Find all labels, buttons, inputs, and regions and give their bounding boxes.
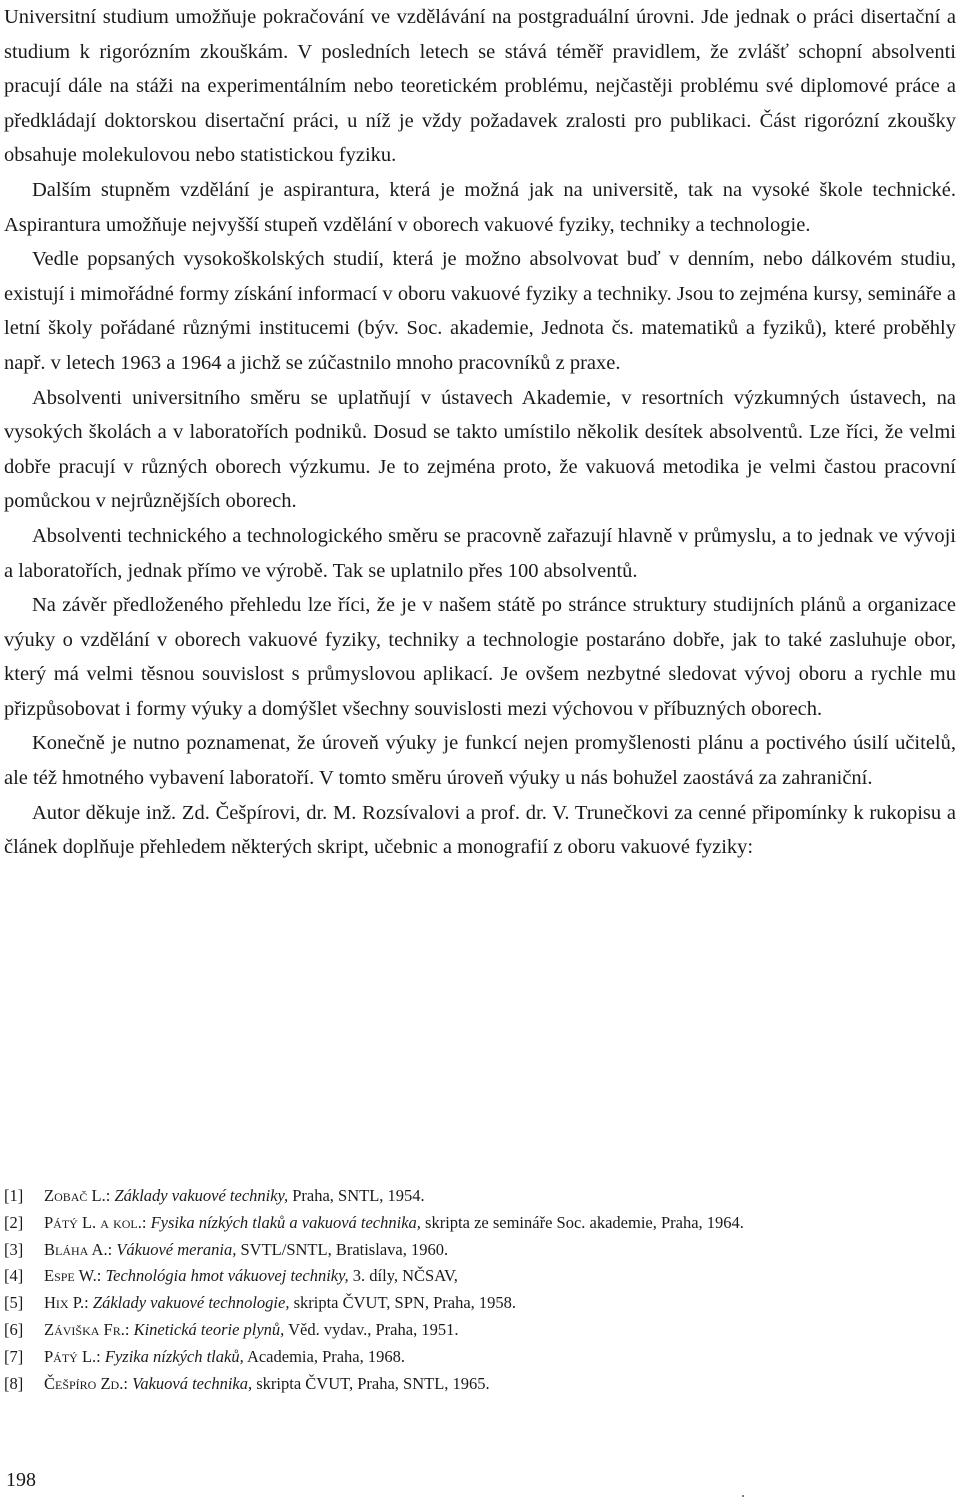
paragraph-university-graduates: Absolventi universitního směru se uplatňují v ústavech Akademie, v resortních výzkumných ústavech, na vysokých školách a v laboratořích podniků. Dosud se takto umístilo několik desítek absolventů. Lze říci, že velmi dobře pracují v různých oborech výzkumu. Je to zejména proto, že vakuová metodika je velmi častou pracovní pomůckou v nejrůznějších oborech. (4, 386, 956, 513)
paragraph-acknowledgement: Autor děkuje inž. Zd. Češpírovi, dr. M. Rozsívalovi a prof. dr. V. Trunečkovi za cenné připomínky k rukopisu a článek doplňuje přehledem některých skript, učebnic a monografií z oboru vakuové fyziky: (4, 801, 956, 859)
article-body (4, 0, 956, 865)
reference-publication: Věd. vydav., Praha, 1951. (288, 1319, 459, 1339)
paragraph-technical-graduates: Absolventi technického a technologického směru se pracovně zařazují hlavně v průmyslu, a to jednak ve vývoji a laboratořích, jednak přímo ve výrobě. Tak se uplatnilo přes 100 absolventů. (4, 524, 956, 582)
reference-item (4, 1290, 956, 1317)
reference-number: [7] (4, 1346, 24, 1366)
reference-number: [2] (4, 1212, 24, 1232)
reference-item (4, 1183, 956, 1210)
paragraph-aspirantura: Dalším stupněm vzdělání je aspirantura, která je možná jak na universitě, tak na vysoké škole technické. Aspirantura umožňuje nejvyšší stupeň vzdělání v oborech vakuové fyziky, techniky a technologie. (4, 178, 956, 236)
reference-item (4, 1317, 956, 1344)
reference-publication: SVTL/SNTL, Bratislava, 1960. (240, 1239, 449, 1259)
reference-publication: 3. díly, NČSAV, (352, 1266, 458, 1286)
reference-author: Záviška Fr.: (44, 1319, 130, 1339)
reference-title: Fyzika nízkých tlaků, (104, 1346, 244, 1366)
scan-speck (742, 1495, 744, 1497)
paragraph-teaching-level: Konečně je nutno poznamenat, že úroveň výuky je funkcí nejen promyšlenosti plánu a poctivého úsilí učitelů, ale též hmotného vybavení laboratoří. V tomto směru úroveň výuky u nás bohužel zaostává za zahraniční. (4, 732, 956, 790)
reference-title: Vákuové merania, (116, 1239, 237, 1259)
reference-number: [6] (4, 1319, 24, 1339)
reference-publication: Praha, SNTL, 1954. (292, 1186, 425, 1205)
reference-number: [3] (4, 1239, 24, 1259)
reference-publication: skripta ČVUT, SPN, Praha, 1958. (293, 1293, 517, 1313)
reference-author: Hix P.: (44, 1293, 89, 1313)
reference-title: Kinetická teorie plynů, (133, 1319, 285, 1339)
reference-item (4, 1210, 956, 1237)
reference-publication: Academia, Praha, 1968. (246, 1346, 406, 1366)
reference-item (4, 1237, 956, 1264)
reference-list (4, 1183, 956, 1397)
reference-publication: skripta ČVUT, Praha, SNTL, 1965. (256, 1373, 490, 1393)
reference-item (4, 1263, 956, 1290)
reference-author: Pátý L. a kol.: (44, 1212, 147, 1232)
reference-author: Espe W.: (44, 1266, 102, 1286)
reference-author: Češpíro Zd.: (44, 1373, 128, 1393)
reference-title: Vakuová technika, (132, 1373, 253, 1393)
reference-title: Základy vakuové techniky, (114, 1186, 289, 1205)
paragraph-postgraduate-study: Universitní studium umožňuje pokračování ve vzdělávání na postgraduální úrovni. Jde jednak o práci disertační a studium k rigorózním zkouškám. V posledních letech se stává téměř pravidlem, že zvlášť schopní absolventi pracují dále na stáži na experimentálním nebo teoretickém problému, nejčastěji problému své diplomové práce a předkládají doktorskou disertační práci, u níž je vždy požadavek zralosti pro publikaci. Část rigorózní zkoušky obsahuje molekulovou nebo statistickou fyziku. (4, 6, 956, 167)
page-number: 198 (6, 1469, 36, 1491)
reference-author: Zobač L.: (44, 1186, 111, 1205)
reference-number: [1] (4, 1186, 24, 1205)
reference-item (4, 1344, 956, 1371)
paragraph-conclusion: Na závěr předloženého přehledu lze říci, že je v našem státě po stránce struktury studijních plánů a organizace výuky o vzdělání v oborech vakuové fyziky, techniky a technologie postaráno dobře, jak to také zasluhuje obor, který má velmi těsnou souvislost s průmyslovou aplikací. Je ovšem nezbytné sledovat vývoj oboru a rychle mu přizpůsobovat i formy výuky a domýšlet všechny souvislosti mezi výchovou v příbuzných oborech. (4, 594, 956, 720)
paragraph-extraordinary-forms: Vedle popsaných vysokoškolských studií, která je možno absolvovat buď v denním, nebo dálkovém studiu, existují i mimořádné formy získání informací v oboru vakuové fyziky a techniky. Jsou to zejména kursy, semináře a letní školy pořádané různými institucemi (býv. Soc. akademie, Jednota čs. matematiků a fyziků), které proběhly např. v letech 1963 a 1964 a jichž se zúčastnilo mnoho pracovníků z praxe. (4, 248, 956, 374)
reference-number: [5] (4, 1293, 24, 1313)
reference-author: Bláha A.: (44, 1239, 113, 1259)
reference-title: Základy vakuové technologie, (92, 1293, 290, 1313)
reference-author: Pátý L.: (44, 1346, 101, 1366)
reference-publication: skripta ze semináře Soc. akademie, Praha, 1964. (425, 1212, 744, 1232)
reference-title: Fysika nízkých tlaků a vakuová technika, (150, 1212, 421, 1232)
reference-number: [8] (4, 1373, 24, 1393)
reference-item (4, 1371, 956, 1398)
reference-number: [4] (4, 1266, 24, 1286)
reference-title: Technológia hmot vákuovej techniky, (105, 1266, 349, 1286)
